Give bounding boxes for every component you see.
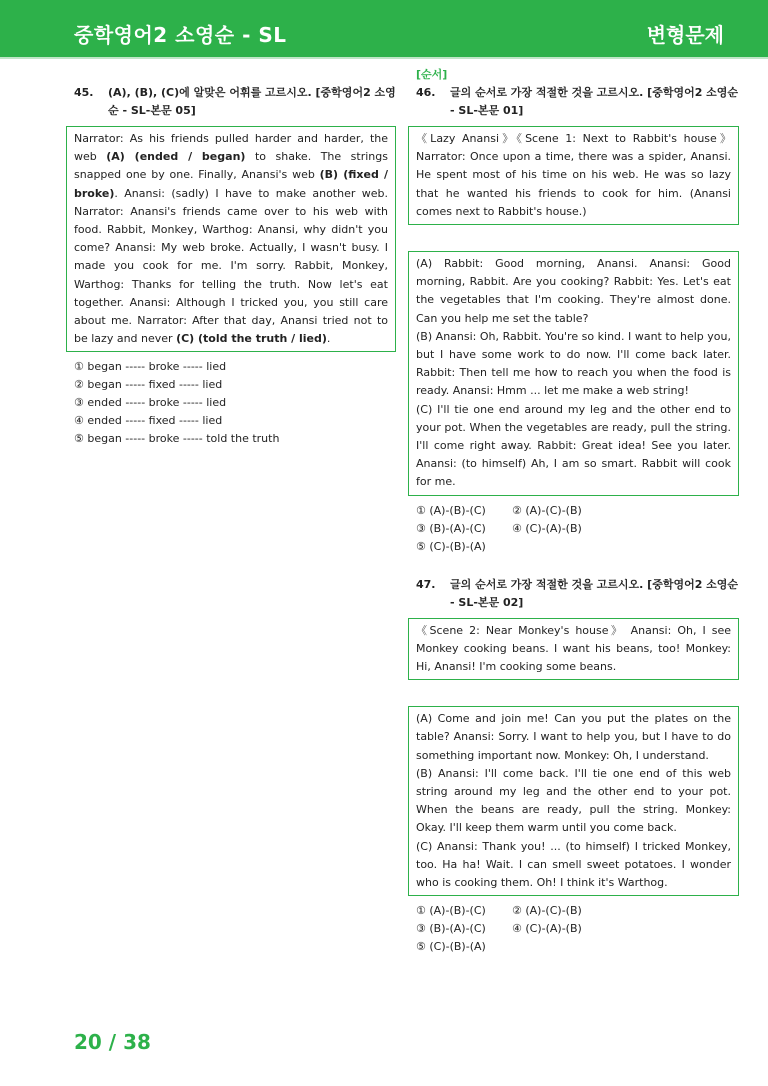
header-divider bbox=[0, 57, 768, 59]
question-type-tag: [순서] bbox=[416, 68, 448, 81]
question-45-choices bbox=[74, 358, 396, 448]
answer-choice-5[interactable]: ⑤ began ----- broke ----- told the truth bbox=[74, 432, 280, 446]
answer-choice-2[interactable]: ② (A)-(C)-(B) bbox=[512, 904, 582, 918]
page-header bbox=[0, 0, 768, 57]
answer-choice-1[interactable]: ① (A)-(B)-(C) bbox=[416, 503, 486, 517]
paragraph-b: (B) Anansi: I'll come back. I'll tie one end of this web string around my leg and the other end to your pot. When the beans are ready, pull the string. Monkey: Okay. I'll keep them warm until you come back. bbox=[416, 766, 731, 835]
paragraph-a: (A) Come and join me! Can you put the plates on the table? Anansi: Sorry. I want to help you, but I have to do something important now. Monkey: Oh, I understand. bbox=[416, 712, 731, 762]
answer-choice-1[interactable]: ① (A)-(B)-(C) bbox=[416, 904, 486, 918]
paragraph-b: (B) Anansi: Oh, Rabbit. You're so kind. I want to help you, but I have some work to do now. I'll come back later. Rabbit: Then tell me how to reach you when the food is ready. Anansi: Hmm ... let me make a web string! bbox=[416, 329, 731, 398]
question-46-paragraphs bbox=[408, 251, 739, 496]
question-number: 46. bbox=[416, 86, 436, 99]
question-47-paragraphs bbox=[408, 706, 739, 896]
question-number: 45. bbox=[74, 86, 94, 99]
question-46-choices bbox=[416, 502, 739, 556]
question-45 bbox=[66, 84, 396, 448]
answer-choice-5[interactable]: ⑤ (C)-(B)-(A) bbox=[416, 539, 486, 553]
passage-text: to shake. The strings snapped one by one. Finally, Anansi's web bbox=[74, 150, 388, 182]
question-number: 47. bbox=[416, 577, 436, 591]
question-47-heading bbox=[416, 576, 739, 612]
question-prompt: 글의 순서로 가장 적절한 것을 고르시오. [중학영어2 소영순 - SL-본문 02] bbox=[450, 577, 739, 609]
paragraph-c: (C) Anansi: Thank you! ... (to himself) I tricked Monkey, too. Ha ha! Wait. I can smell sweet potatoes. I wonder who is cooking them. Oh! I think it's Warthog. bbox=[416, 839, 731, 890]
blank-b: (B) (fixed / broke) bbox=[74, 168, 388, 200]
intro-text: 《Scene 2: Near Monkey's house》 Anansi: Oh, I see Monkey cooking beans. I want his beans, too! Monkey: Hi, Anansi! I'm cooking some beans. bbox=[416, 623, 731, 674]
answer-choice-3[interactable]: ③ ended ----- broke ----- lied bbox=[74, 396, 227, 410]
paragraph-c: (C) I'll tie one end around my leg and the other end to your pot. When the vegetables are ready, pull the string. I'll come right away. Rabbit: Great idea! See you later. Anansi: (to himself) Ah, I am so smart. Rabbit will cook for me. bbox=[416, 402, 731, 489]
question-46-intro bbox=[408, 126, 739, 225]
answer-choice-4[interactable]: ④ ended ----- fixed ----- lied bbox=[74, 414, 223, 428]
blank-c: (C) (told the truth / lied) bbox=[176, 332, 327, 346]
answer-choice-3[interactable]: ③ (B)-(A)-(C) bbox=[416, 521, 486, 535]
answer-choice-4[interactable]: ④ (C)-(A)-(B) bbox=[512, 521, 582, 535]
question-47-choices bbox=[416, 902, 739, 956]
question-45-passage bbox=[66, 126, 396, 352]
header-title: 중학영어2 소영순 - SL bbox=[74, 23, 287, 47]
question-47-intro bbox=[408, 618, 739, 681]
passage-text: . bbox=[326, 332, 331, 346]
blank-a: (A) (ended / began) bbox=[106, 150, 246, 164]
page-number: 20 / 38 bbox=[74, 1030, 151, 1054]
answer-choice-3[interactable]: ③ (B)-(A)-(C) bbox=[416, 922, 486, 936]
header-section-label: 변형문제 bbox=[646, 23, 724, 47]
answer-choice-4[interactable]: ④ (C)-(A)-(B) bbox=[512, 922, 582, 936]
intro-text: 《Lazy Anansi》《Scene 1: Next to Rabbit's house》 Narrator: Once upon a time, there was a spider, Anansi. He spent most of his time on his web. He was so lazy that he wanted his friends to cook for him. (Anansi comes next to Rabbit's house.) bbox=[416, 132, 731, 218]
passage-text: . Anansi: (sadly) I have to make another web. Narrator: Anansi's friends came over to his web with food. Rabbit, Monkey, Warthog: Anansi, why didn't you come? Anansi: My web broke. Actually, I wasn't busy. I made you cook for me. I'm sorry. Rabbit, Monkey, Warthog: Thanks for telling the truth. Now let's eat together. Anansi: Although I tricked you, you still care about me. Narrator: After that day, Anansi tried not to be lazy and never bbox=[74, 186, 388, 346]
passage-text: Narrator: As his friends pulled harder and harder, the web bbox=[74, 132, 388, 164]
question-prompt: (A), (B), (C)에 알맞은 어휘를 고르시오. [중학영어2 소영순 - SL-본문 05] bbox=[108, 86, 396, 117]
answer-choice-5[interactable]: ⑤ (C)-(B)-(A) bbox=[416, 940, 486, 954]
answer-choice-1[interactable]: ① began ----- broke ----- lied bbox=[74, 360, 227, 374]
answer-choice-2[interactable]: ② (A)-(C)-(B) bbox=[512, 503, 582, 517]
question-prompt: 글의 순서로 가장 적절한 것을 고르시오. [중학영어2 소영순 - SL-본문 01] bbox=[450, 86, 739, 117]
right-column bbox=[408, 66, 739, 956]
paragraph-a: (A) Rabbit: Good morning, Anansi. Anansi: Good morning, Rabbit. Are you cooking? Rabbit: Yes. Let's eat the vegetables that I'm cooking. They're almost done. Can you help me set the table? bbox=[416, 257, 731, 325]
answer-choice-2[interactable]: ② began ----- fixed ----- lied bbox=[74, 378, 223, 392]
question-45-heading bbox=[74, 84, 396, 120]
question-46-heading bbox=[416, 84, 739, 120]
